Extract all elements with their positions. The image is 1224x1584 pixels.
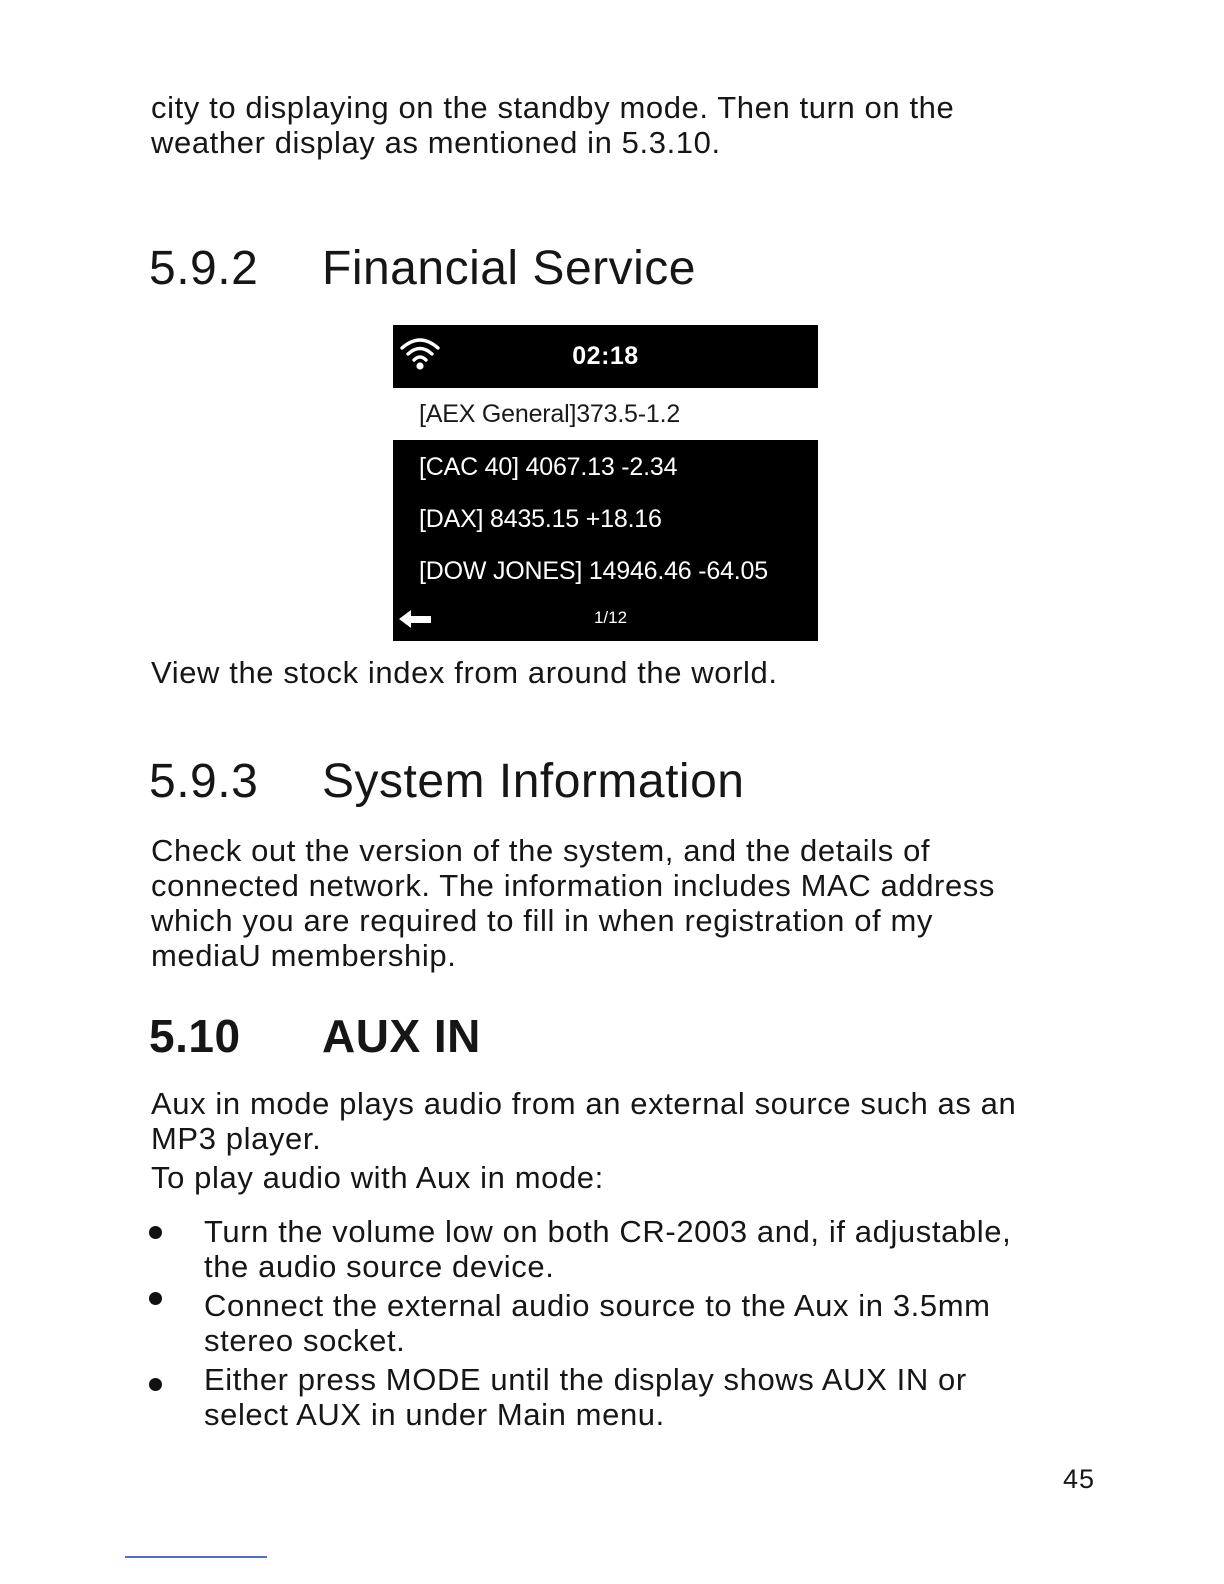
- list-item: [145, 1362, 1011, 1432]
- text-line: city to displaying on the standby mode. Then turn on the: [151, 90, 955, 125]
- section-number: 5.10: [149, 1010, 241, 1062]
- text-line: Turn the volume low on both CR-2003 and, if adjustable,: [204, 1214, 1012, 1249]
- section-number: 5.9.2: [149, 242, 259, 295]
- text-line: MP3 player.: [151, 1121, 322, 1156]
- section-title: System Information: [322, 755, 745, 808]
- page-number: 45: [1063, 1464, 1096, 1494]
- section-heading-aux-in: [149, 1010, 481, 1062]
- section-number: 5.9.3: [149, 755, 259, 808]
- text-line: connected network. The information includes MAC address: [151, 868, 996, 903]
- aux-in-intro: [151, 1086, 1016, 1195]
- text-line: weather display as mentioned in 5.3.10.: [151, 125, 721, 160]
- text-line: Connect the external audio source to the Aux in 3.5mm: [204, 1288, 991, 1323]
- text-line: stereo socket.: [204, 1323, 406, 1358]
- aux-in-steps-list: [145, 1214, 1011, 1432]
- text-line: Either press MODE until the display shows AUX IN or: [204, 1362, 967, 1397]
- section-heading-financial-service: [149, 243, 696, 295]
- stock-row[interactable]: [CAC 40] 4067.13 -2.34: [419, 453, 678, 481]
- bullet-dot-icon: [149, 1292, 162, 1305]
- footer-rule: [125, 1556, 267, 1558]
- page-indicator: 1/12: [593, 608, 628, 627]
- text-line: To play audio with Aux in mode:: [151, 1160, 604, 1195]
- bullet-dot-icon: [149, 1378, 162, 1391]
- intro-paragraph: [151, 90, 954, 160]
- screen-caption: [151, 655, 778, 690]
- text-line: Check out the version of the system, and the details of: [151, 833, 931, 868]
- device-screen-financial-service: [393, 325, 818, 641]
- screen-clock: 02:18: [572, 342, 639, 370]
- section-title: AUX IN: [322, 1010, 481, 1062]
- stock-row[interactable]: [DAX] 8435.15 +18.16: [419, 505, 662, 533]
- section-heading-system-information: [149, 756, 744, 808]
- section-title: Financial Service: [322, 242, 696, 295]
- list-item: [145, 1288, 1011, 1358]
- text-line: Aux in mode plays audio from an external source such as an: [151, 1086, 1017, 1121]
- text-line: mediaU membership.: [151, 938, 457, 973]
- stock-row-selected[interactable]: [AEX General]373.5-1.2: [393, 388, 818, 440]
- text-line: which you are required to fill in when registration of my: [151, 903, 933, 938]
- text-line: the audio source device.: [204, 1249, 555, 1284]
- text-line: View the stock index from around the world.: [151, 655, 778, 690]
- text-line: select AUX in under Main menu.: [204, 1397, 665, 1432]
- bullet-dot-icon: [149, 1226, 162, 1239]
- list-item: [145, 1214, 1011, 1284]
- system-information-paragraph: [151, 833, 995, 973]
- stock-row[interactable]: [DOW JONES] 14946.46 -64.05: [419, 557, 768, 585]
